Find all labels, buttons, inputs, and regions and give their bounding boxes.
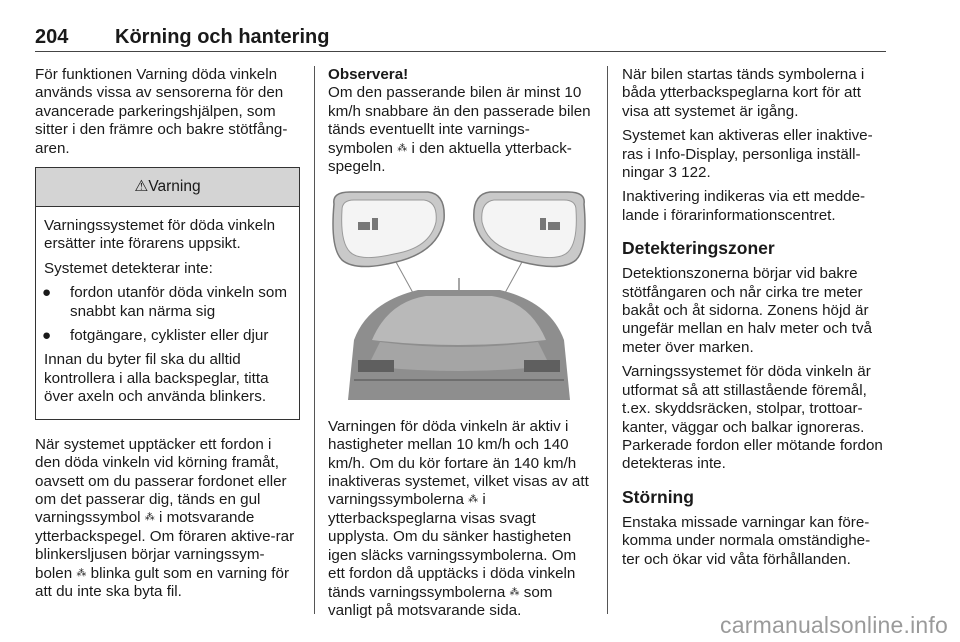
body-paragraph xyxy=(328,418,593,620)
text-run: i den aktuella ytterback-spegeln. xyxy=(328,139,572,176)
text-run: Systemet kan aktiveras eller inaktive-ras i Info-Display, personliga inställ-ningar xyxy=(622,127,873,182)
text-run: blinka gult som en varning för att du inte ska byta fil. xyxy=(35,564,290,600)
bullet-text: fotgängare, cyklister eller djur xyxy=(70,327,269,345)
warning-body xyxy=(36,207,299,419)
note-title: Observera! xyxy=(328,66,409,83)
text-run: som vanligt på motsvarande sida. xyxy=(328,583,553,619)
bullet-item xyxy=(44,284,291,321)
column-2 xyxy=(328,66,593,626)
text-run: Om den passerande bilen är minst 10 km/h snabbare än den passerade bilen tänds eventuellt inte varnings-symbolen xyxy=(328,84,591,157)
body-paragraph: Inaktivering indikeras via ett medde-lande i förarinformationscentret. xyxy=(622,188,866,224)
column-divider xyxy=(607,66,608,614)
text-run: i ytterbackspeglarna visas svagt upplysta. Om du sänker hastigheten igen släcks varningssymbolerna. Om ett fordon då upptäcks i döda vinkeln tänds varningssymbolerna xyxy=(328,491,577,601)
column-1 xyxy=(35,66,300,607)
blind-spot-symbol-icon: ⁂ xyxy=(144,512,155,524)
page-header xyxy=(35,25,886,52)
warning-header xyxy=(36,168,299,207)
body-paragraph xyxy=(622,127,887,182)
subheading-fault: Störning xyxy=(622,486,694,507)
bullet-item xyxy=(44,327,291,345)
bullet-text: fordon utanför döda vinkeln som snabbt kan närma sig xyxy=(70,284,287,320)
warning-triangle-icon: ⚠ xyxy=(134,178,149,196)
mirror-illustration xyxy=(328,190,590,400)
body-paragraph: Detektionszonerna börjar vid bakre stötfångaren och når cirka tre meter bakåt och åt sidorna. Zonens höjd är ungefär mellan en halv meter och två meter över marken. xyxy=(622,265,872,356)
subheading-detection-zones: Detekteringszoner xyxy=(622,238,775,259)
bullet-dot-icon: ● xyxy=(42,327,52,345)
page-number: 204 xyxy=(35,26,69,48)
page-reference-arrow-icon: 3 xyxy=(668,164,677,182)
note-paragraph xyxy=(328,84,593,176)
warning-paragraph: Varningssystemet för döda vinkeln ersätter inte förarens uppsikt. xyxy=(44,217,276,253)
watermark: carmanualsonline.info xyxy=(720,612,948,638)
column-3 xyxy=(622,66,887,575)
body-paragraph: Enstaka missade varningar kan före-komma under normala omständighe-ter och ökar vid våta förhållanden. xyxy=(622,513,871,568)
blind-spot-symbol-icon: ⁂ xyxy=(468,494,479,506)
blind-spot-symbol-icon: ⁂ xyxy=(76,567,87,579)
blind-spot-symbol-icon: ⁂ xyxy=(397,142,408,154)
bullet-dot-icon: ● xyxy=(42,284,52,302)
warning-box xyxy=(35,167,300,420)
text-run: När systemet upptäcker ett fordon i den döda vinkeln vid körning framåt, oavsett om du passerar fordonet eller om det passerar dig, tänds en gul varningssymbol xyxy=(35,435,287,527)
section-title: Körning och hantering xyxy=(115,26,330,48)
warning-paragraph: Systemet detekterar inte: xyxy=(44,259,213,277)
text-run: Varningen för döda vinkeln är aktiv i hastigheter mellan 10 km/h och 140 km/h. Om du kör fortare än 140 km/h inaktiveras systemet, vilket visas av att varningssymbolerna xyxy=(328,417,589,509)
body-paragraph: När bilen startas tänds symbolerna i båda ytterbackspeglarna kort för att visa att systemet är igång. xyxy=(622,66,865,120)
blind-spot-symbol-icon: ⁂ xyxy=(509,586,520,598)
text-run: i motsvarande ytterbackspegel. Om föraren aktive-rar blinkersljusen börjar varningssym-bolen xyxy=(35,509,295,582)
body-paragraph xyxy=(35,436,300,602)
intro-paragraph: För funktionen Varning döda vinkeln används vissa av sensorerna för den avancerade parkeringshjälpen, som sitter i den främre och bakre stötfång-aren. xyxy=(35,66,288,157)
warning-title: Varning xyxy=(148,178,201,196)
page-reference-link[interactable]: 122. xyxy=(681,164,711,182)
body-paragraph: Varningssystemet för döda vinkeln är utformat så att stillastående föremål, t.ex. skyddsräcken, stolpar, trottoar-kanter, väggar och balkar ignoreras. Parkerade fordon eller mötande fordon detekteras inte. xyxy=(622,363,883,473)
warning-paragraph: Innan du byter fil ska du alltid kontrollera i alla backspeglar, titta över axeln och använda blinkers. xyxy=(44,351,269,406)
column-divider xyxy=(314,66,315,614)
